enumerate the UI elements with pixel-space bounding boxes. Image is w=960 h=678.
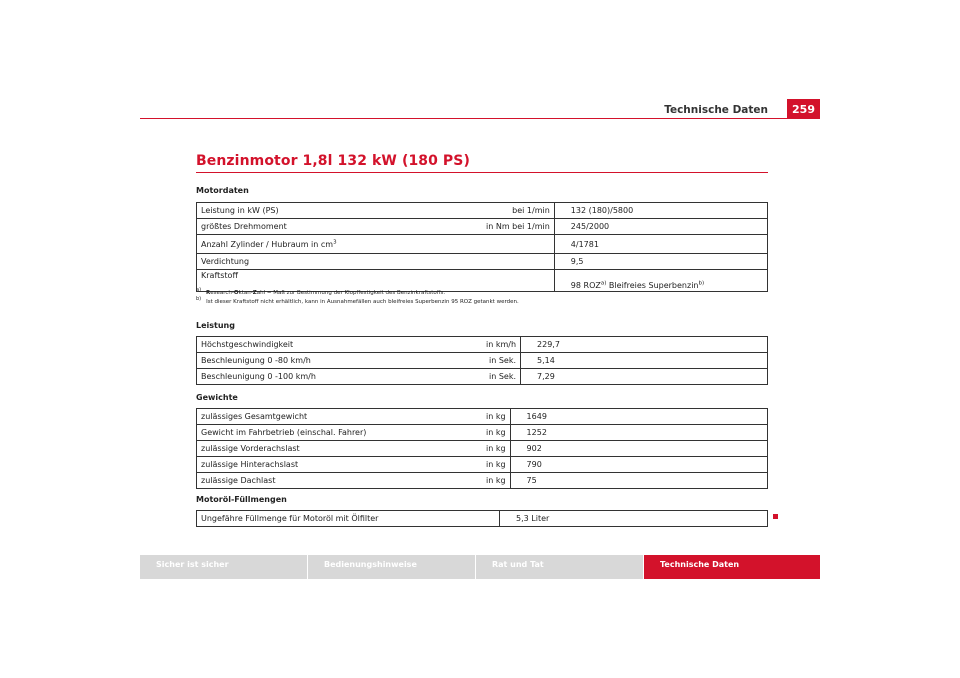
footnote-text: ktan-: [238, 290, 253, 296]
footnote-b: [196, 296, 519, 305]
row-label: Ungefähre Füllmenge für Motoröl mit Ölfilter: [197, 511, 500, 527]
row-value: 4/1781: [554, 235, 767, 254]
footer-tab-technische-daten[interactable]: Technische Daten: [644, 555, 820, 579]
row-value: 9,5: [554, 254, 767, 270]
row-unit: in kg: [482, 457, 510, 473]
footnote-text: ahl = Maß zur Bestimmung der Klopffestigkeit des Benzinkraftstoffs.: [256, 290, 446, 296]
row-unit: in kg: [482, 409, 510, 425]
footnote-initial: Z: [252, 290, 257, 296]
row-label: zulässige Hinterachslast: [197, 457, 483, 473]
footer-tab-bedienungshinweise[interactable]: Bedienungshinweise: [308, 555, 475, 579]
leistung-table: [196, 336, 768, 385]
footnote-text: Ist dieser Kraftstoff nicht erhältlich, kann in Ausnahmefällen auch bleifreies Superbenzin 95 ROZ getankt werden.: [206, 299, 519, 305]
section-heading-gewichte: Gewichte: [196, 393, 238, 402]
row-unit: in Sek.: [482, 353, 521, 369]
row-label: zulässige Dachlast: [197, 473, 483, 489]
motoroel-table: [196, 510, 768, 527]
row-label: Verdichtung: [197, 254, 483, 270]
table-row: [197, 235, 768, 254]
motordaten-table: [196, 202, 768, 292]
footnote-mark: a): [196, 287, 202, 294]
row-label: Gewicht im Fahrbetrieb (einschal. Fahrer): [197, 425, 483, 441]
row-unit: [482, 270, 554, 292]
row-unit: in km/h: [482, 337, 521, 353]
footnote-mark: b): [196, 296, 202, 303]
row-unit: in Nm bei 1/min: [482, 219, 554, 235]
row-label-text: Anzahl Zylinder / Hubraum in cm: [201, 239, 334, 249]
footer-tab-sicher-ist-sicher[interactable]: Sicher ist sicher: [140, 555, 307, 579]
table-row: [197, 353, 768, 369]
table-row: [197, 457, 768, 473]
row-value: 790: [510, 457, 767, 473]
row-unit: bei 1/min: [482, 203, 554, 219]
table-row: [197, 441, 768, 457]
footnote-ref-a: a): [600, 280, 607, 287]
row-unit: [482, 235, 554, 254]
row-label: [197, 235, 483, 254]
row-value: 7,29: [521, 369, 768, 385]
footnote-text: esearch-: [210, 290, 234, 296]
gewichte-table: [196, 408, 768, 489]
row-value: 902: [510, 441, 767, 457]
running-header-title: Technische Daten: [664, 104, 768, 116]
superscript: 3: [333, 238, 337, 245]
row-label: größtes Drehmoment: [197, 219, 483, 235]
row-value: 245/2000: [554, 219, 767, 235]
title-divider: [196, 172, 768, 173]
row-value: 229,7: [521, 337, 768, 353]
row-value: [554, 270, 767, 292]
row-unit: in kg: [482, 425, 510, 441]
header-divider: [140, 118, 820, 119]
table-row: [197, 254, 768, 270]
row-label: Höchstgeschwindigkeit: [197, 337, 483, 353]
row-label: zulässige Vorderachslast: [197, 441, 483, 457]
footnote-ref-b: b): [698, 280, 705, 287]
footnote-a: [196, 287, 446, 296]
row-value: 5,3 Liter: [500, 511, 768, 527]
row-unit: in Sek.: [482, 369, 521, 385]
table-row: [197, 511, 768, 527]
row-label: Beschleunigung 0 -80 km/h: [197, 353, 483, 369]
row-value: 1649: [510, 409, 767, 425]
row-value: 75: [510, 473, 767, 489]
table-row: [197, 409, 768, 425]
row-label: zulässiges Gesamtgewicht: [197, 409, 483, 425]
table-row: [197, 369, 768, 385]
fuel-value: 98 ROZ: [570, 281, 601, 290]
row-unit: in kg: [482, 473, 510, 489]
row-label: Beschleunigung 0 -100 km/h: [197, 369, 483, 385]
table-row: [197, 270, 768, 292]
footnote-initial: R: [206, 290, 211, 296]
row-unit: [482, 254, 554, 270]
table-row: [197, 337, 768, 353]
row-unit: in kg: [482, 441, 510, 457]
page-title: Benzinmotor 1,8l 132 kW (180 PS): [196, 153, 470, 169]
table-row: [197, 203, 768, 219]
page-number-badge: 259: [787, 99, 820, 119]
row-value: 132 (180)/5800: [554, 203, 767, 219]
table-row: [197, 425, 768, 441]
section-heading-motoroel: Motoröl-Füllmengen: [196, 495, 287, 504]
section-heading-leistung: Leistung: [196, 321, 235, 330]
footer-tab-rat-und-tat[interactable]: Rat und Tat: [476, 555, 643, 579]
footnote-initial: O: [233, 290, 239, 296]
row-label: Kraftstoff: [197, 270, 483, 292]
fuel-type: Bleifreies Superbenzin: [606, 281, 699, 290]
table-row: [197, 219, 768, 235]
row-label: Leistung in kW (PS): [197, 203, 483, 219]
section-heading-motordaten: Motordaten: [196, 186, 249, 195]
row-value: 5,14: [521, 353, 768, 369]
section-end-marker: [773, 514, 778, 519]
table-row: [197, 473, 768, 489]
row-value: 1252: [510, 425, 767, 441]
